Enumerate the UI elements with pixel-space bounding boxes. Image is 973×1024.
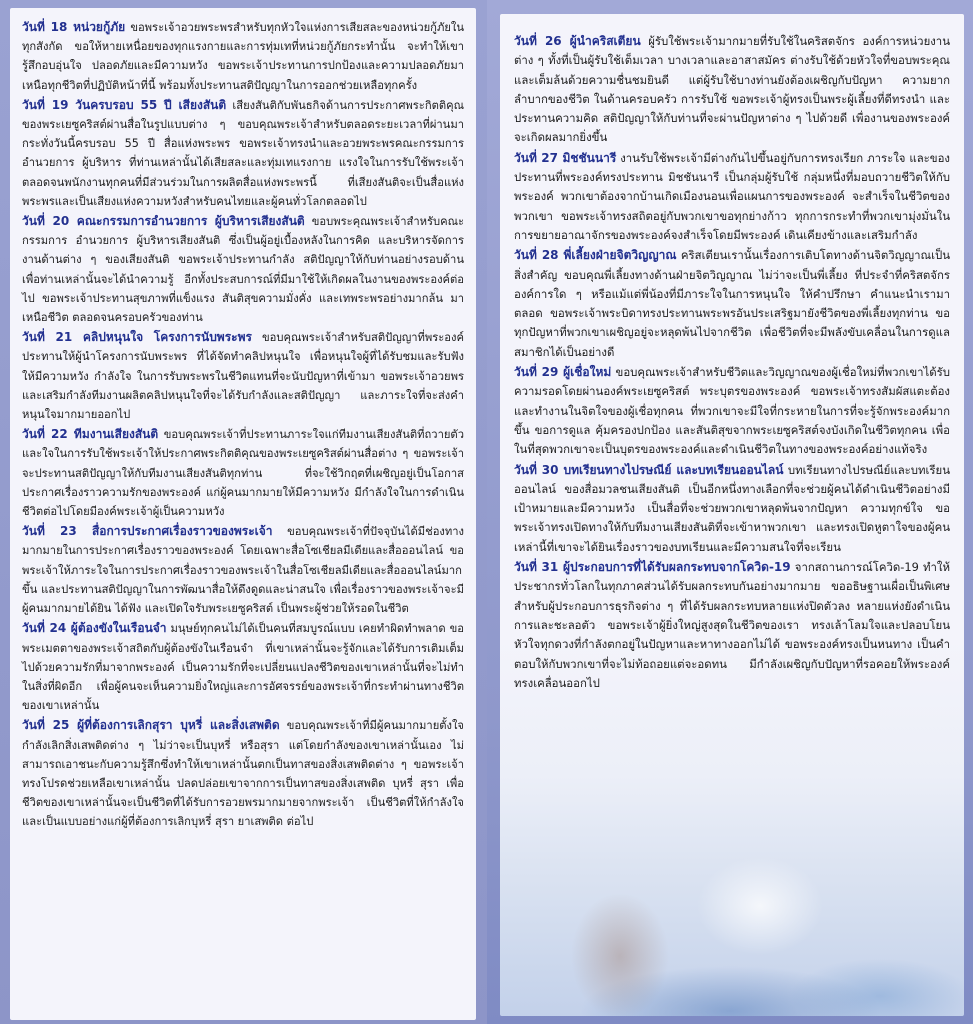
entry-day: วันที่ 25 <box>22 718 70 733</box>
entry-day: วันที่ 28 <box>514 248 559 263</box>
entry-day: วันที่ 23 <box>22 524 77 539</box>
right-prayer-panel <box>500 14 964 1016</box>
entry-day: วันที่ 30 <box>514 462 559 477</box>
entry-body: บทเรียนทางไปรษณีย์และบทเรียนออนไลน์ ของสื่อมวลชนเสียงสันติ เป็นอีกหนึ่งทางเลือกที่จะช่วยผู้คนได้ดำเนินชีวิตอย่างมีเป้าหมายและมีความหวัง เป็นสื่อที่จะช่วยพวกเขาหลุดพ้นจากปัญหา ความทุกข์ใจ ขอพระเจ้าทรงเปิดทางให้กับทีมงานเสียงสันติที่จะเข้าหาพวกเขา และทรงเปิดหูตาใจของผู้คนเหล่านี้ที่เขาจะได้ยินเรื่องราวของบทเรียนและมีความสนใจที่จะเรียน <box>514 462 950 554</box>
entry-heading <box>514 463 783 477</box>
entry-title: ผู้นำคริสเตียน <box>569 34 641 48</box>
entry-day: วันที่ 26 <box>514 34 562 48</box>
entry-heading <box>514 151 616 165</box>
prayer-entry-24 <box>22 619 464 715</box>
left-prayer-panel <box>10 8 476 1020</box>
entry-heading <box>22 621 167 635</box>
entry-title: ผู้เชื่อใหม่ <box>563 365 612 380</box>
entry-title: ผู้ต้องขังในเรือนจำ <box>70 621 167 636</box>
entry-heading <box>22 98 226 112</box>
entry-title: ผู้ประกอบการที่ได้รับผลกระทบจากโควิด-19 <box>562 560 791 575</box>
entry-title: บทเรียนทางไปรษณีย์ และบทเรียนออนไลน์ <box>563 462 784 477</box>
prayer-entry-27 <box>514 149 950 245</box>
background-photo <box>500 826 964 1016</box>
prayer-entry-29 <box>514 363 950 459</box>
entry-body: ขอบคุณพระเจ้าที่ประทานภาระใจแก่ทีมงานเสียงสันติที่ถวายตัวและใจในการรับใช้พระเจ้าให้ประกาศพระกิตติคุณของพระเยซูคริสต์ผ่านสื่อต่าง ๆ ขอพระเจ้าจะประทานสติปัญญาให้กับทีมงานเสียงสันติทุกท่าน ที่จะใช้วิกฤตที่เผชิญอยู่เป็นโอกาส ประกาศเรื่องราวความรักของพระองค์ แก่ผู้คนมากมายให้มีความหวัง มีกำลังใจในการดำเนินชีวิตต่อไปโดยมีองค์พระเจ้าผู้เป็นความหวัง <box>22 428 464 519</box>
entry-heading <box>22 214 305 228</box>
prayer-entry-19 <box>22 96 464 211</box>
entry-body: ขอบคุณพระเจ้าที่ปัจจุบันได้มีช่องทางมากมายในการประกาศเรื่องราวของพระองค์ โดยเฉพาะสื่อโซเชียลมีเดียและสื่อออนไลน์ ขอพระเจ้าให้ภาระใจในการประกาศเรื่องราวของพระเจ้าในสื่อโซเชียลมีเดียและสื่อออนไลน์มากขึ้น และประทานสติปัญญาในการพัฒนาสื่อให้ดึงดูดและน่าสนใจ เพื่อเรื่องราวของพระเจ้าจะมีผู้คนมากมายได้ยิน ได้ฟัง และเปิดใจรับพระเยซูคริสต์ เป็นพระผู้ช่วยให้รอดในชีวิต <box>22 525 465 616</box>
entry-body: ขอบคุณพระเจ้าสำหรับสติปัญญาที่พระองค์ประทานให้ผู้นำโครงการนับพระพร ที่ได้จัดทำคลิปหนุนใจ เพื่อหนุนใจผู้ที่ได้รับชมและรับฟัง ให้มีความหวัง กำลังใจ ในการรับพระพรในชีวิตแทนที่จะนับปัญหาที่เข้ามา ขอพระเจ้าอวยพรและเสริมกำลังทีมงานผลิตคลิปหนุนใจที่จะได้รับกำลังและสติปัญญา และภาระใจที่จะส่งคำหนุนใจมากมายออกไป <box>22 331 464 422</box>
entry-heading <box>22 330 252 344</box>
prayer-entry-25 <box>22 716 464 831</box>
entry-title: มิชชันนารี <box>562 150 617 165</box>
entry-body: ผู้รับใช้พระเจ้ามากมายที่รับใช้ในคริสตจักร องค์การหน่วยงานต่าง ๆ ทั้งที่เป็นผู้รับใช้เต็มเวลา บางเวลาและอาสาสมัคร ต่างรับใช้ด้วยหัวใจที่ขอบพระคุณและเต็มล้นด้วยความชื่นชมยินดี แต่ผู้รับใช้บางท่านยังต้องเผชิญกับปัญหา ความยากลำบากของชีวิต ในด้านครอบครัว การรับใช้ ขอพระเจ้าผู้ทรงเป็นพระผู้เลี้ยงที่ดีทรงนำ และประทานความคิด สติปัญญาให้กับท่านที่จะผ่านปัญหาต่าง ๆ ไปด้วยดี เพื่องานของพระองค์จะเกิดผลมากยิ่งขึ้น <box>514 34 950 145</box>
prayer-entry-20 <box>22 212 464 327</box>
entry-body: มนุษย์ทุกคนไม่ได้เป็นคนที่สมบูรณ์แบบ เคยทำผิดทำพลาด ขอพระเมตตาของพระเจ้าสถิตกับผู้ต้องขังในเรือนจำ ที่เขาเหล่านั้นจะรู้จักและได้รับการเติมเต็มไปด้วยความรักที่มาจากพระองค์ เป็นความรักที่จะเปลี่ยนแปลงชีวิตของเขาเหล่านั้นที่จะไม่ทำในสิ่งที่ผิดอีก เพื่อผู้คนจะเห็นความยิ่งใหญ่และการอัศจรรย์ของพระเจ้าที่กระทำผ่านทางชีวิตของเขาเหล่านั้น <box>22 622 464 713</box>
entry-heading <box>22 427 158 441</box>
prayer-entry-22 <box>22 425 464 521</box>
entry-body: ขอพระเจ้าอวยพระพรสำหรับทุกหัวใจแห่งการเสียสละของหน่วยกู้ภัยในทุกสังกัด ขอให้หายเหนื่อยของทุกแรงกายและการทุ่มเทที่หน่วยกู้ภัยกระทำนั้น จะทำให้เขารู้สึกอบอุ่นใจ ปลอดภัยและมีความหวัง ขอพระเจ้าประทานการปกป้องและความปลอดภัยมาเหนือทุกชีวิตที่ปฏิบัติหน้าที่นี้ พร้อมทั้งประทานสติปัญญาในการออกช่วยเหลือทุกครั้ง <box>22 21 464 92</box>
entry-heading <box>514 248 676 262</box>
entry-body: เสียงสันติกับพันธกิจด้านการประกาศพระกิตติคุณของพระเยซูคริสต์ผ่านสื่อในรูปแบบต่าง ๆ ขอบคุณพระเจ้าสำหรับตลอดระยะเวลาที่ผ่านมา กระทั่งวันนี้ครบรอบ 55 ปี สื่อแห่งพระพร ขอพระเจ้าทรงนำและอวยพระพรคณะกรรมการอำนวยการ ผู้บริหาร ที่ท่านเหล่านั้นได้เสียสละและทุ่มเทแรงกาย แรงใจในการรับใช้พระเจ้า ตลอดจนพนักงานทุกคนที่มีส่วนร่วมในการผลิตสื่อแห่งพระพรนี้ ที่เสียงสันติจะเป็นสื่อแห่งพระพรและเป็นเสียงแห่งความหวังสำหรับคนไทยและผู้คนทั่วโลกตลอดไป <box>22 98 464 208</box>
entry-heading <box>514 34 641 48</box>
entry-day: วันที่ 29 <box>514 365 559 380</box>
prayer-entry-21 <box>22 328 464 424</box>
entry-body: ขอบคุณพระเจ้าที่มีผู้คนมากมายตั้งใจกำลังเลิกสิ่งเสพติดต่าง ๆ ไม่ว่าจะเป็นบุหรี่ หรือสุรา แต่โดยกำลังของเขาเหล่านั้นเอง ไม่สามารถเอาชนะกับความรู้สึกซึ่งทำให้เขาเหล่านั้นตกเป็นทาสของสิ่งเสพติดต่าง ๆ ขอพระเจ้าทรงโปรดช่วยเหลือเขาเหล่านั้น ปลดปล่อยเขาจากการเป็นทาสของสิ่งเสพติด บุหรี่ สุรา เพื่อชีวิตของเขาเหล่านั้นจะเป็นชีวิตที่ได้รับการอวยพรมากมายจากพระเจ้า เป็นชีวิตที่ให้กำลังใจและเป็นแบบอย่างแก่ผู้ที่ต้องการเลิกบุหรี่ สุรา ยาเสพติด ต่อไป <box>22 719 464 829</box>
entry-title: สื่อการประกาศเรื่องราวของพระเจ้า <box>91 524 273 539</box>
entry-title: วันครบรอบ 55 ปี เสียงสันติ <box>75 97 227 112</box>
entry-day: วันที่ 18 <box>22 20 68 34</box>
entry-body: ขอบคุณพระเจ้าสำหรับชีวิตและวิญญาณของผู้เชื่อใหม่ที่พวกเขาได้รับความรอดโดยผ่านองค์พระเยซูคริสต์ พระบุตรของพระองค์ ขอพระเจ้าทรงสัมผัสแตะต้องและทำงานในจิตใจของผู้เชื่อทุกคน ที่พวกเขาจะมีใจที่กระหายในการที่จะรู้จักพระองค์มากขึ้น ขอการดูแล คุ้มครองปกป้อง และสันติสุขจากพระเยซูคริสต์จงบังเกิดในชีวิตทุกคน เพื่อในที่สุดพวกเขาจะเป็นบุตรของพระองค์และดำเนินชีวิตในทางของพระองค์อย่างแท้จริง <box>514 365 951 457</box>
entry-body: งานรับใช้พระเจ้ามีต่างกันไปขึ้นอยู่กับการทรงเรียก ภาระใจ และของประทานที่พระองค์ทรงประทาน มิชชันนารี เป็นกลุ่มผู้รับใช้ กลุ่มหนึ่งที่มอบถวายชีวิตให้กับพระองค์ พวกเขาต้องจากบ้านเกิดเมืองนอนเพื่อแผนการของพระองค์ จะสำเร็จในชีวิตของพวกเขา ขอพระเจ้าทรงสถิตอยู่กับพวกเขาขอทุกย่างก้าว ทุกการกระทำที่พวกเขามุ่งมั่นในการขยายอาณาจักรของพระองค์จงสำเร็จโดยมีพระองค์ เดินเคียงข้างและเสริมกำลัง <box>514 150 950 242</box>
prayer-entry-26 <box>514 32 950 148</box>
entry-title: ผู้ที่ต้องการเลิกสุรา บุหรี่ และสิ่งเสพติด <box>77 718 280 733</box>
entry-day: วันที่ 24 <box>22 621 67 636</box>
prayer-entry-30 <box>514 461 950 557</box>
entry-title: คลิปหนุนใจ โครงการนับพระพร <box>82 330 252 345</box>
entry-title: คณะกรรมการอำนวยการ ผู้บริหารเสียงสันติ <box>76 214 305 229</box>
entry-heading <box>514 560 791 574</box>
entry-day: วันที่ 19 <box>22 97 69 112</box>
prayer-entry-23 <box>22 522 464 618</box>
entry-title: ทีมงานเสียงสันติ <box>73 427 159 442</box>
entry-day: วันที่ 21 <box>22 330 73 345</box>
entry-heading <box>22 524 273 538</box>
prayer-entry-18 <box>22 18 464 95</box>
entry-body: ขอบพระคุณพระเจ้าสำหรับคณะกรรมการ อำนวยการ ผู้บริหารเสียงสันติ ซึ่งเป็นผู้อยู่เบื้องหลังในการคิด และบริหารจัดการงานด้านต่าง ๆ ของเสียงสันติ ขอพระเจ้าประทานกำลัง สติปัญญาให้กับท่านอย่างรอบด้าน เพื่อท่านเหล่านั้นจะได้นำความรู้ อีกทั้งประสบการณ์ที่มีมาใช้ให้เกิดผลในงานของพระองค์ต่อไป ขอพระเจ้าประทานสุขภาพที่แข็งแรง สันติสุขความมั่งคั่ง และเทพระพรอย่างมากล้น มาเหนือชีวิต ตลอดจนครอบครัวของท่าน <box>22 215 464 325</box>
prayer-entry-28 <box>514 246 950 362</box>
entry-heading <box>22 20 125 34</box>
entry-day: วันที่ 22 <box>22 427 68 442</box>
entry-body: จากสถานการณ์โควิด-19 ทำให้ประชากรทั่วโลกในทุกภาคส่วนได้รับผลกระทบกันอย่างมากมาย ขออธิษฐานเผื่อเป็นพิเศษสำหรับผู้ประกอบการธุรกิจต่าง ๆ ที่ได้รับผลกระทบหลายแห่งปิดตัวลง หลายแห่งยังดำเนินการและชะลอตัว ขอพระเจ้าผู้ยิ่งใหญ่สูงสุดในชีวิตของเรา ทรงเล้าโลมใจและปลอบโยนหัวใจทุกดวงที่กำลังตกอยู่ในปัญหาและหาทางออกไม่ได้ ขอพระองค์ทรงเป็นหนทาง เป็นคำตอบให้กับพวกเขาที่จะไม่ท้อถอยแต่จะอดทน มีกำลังเผชิญกับปัญหาที่รอคอยให้พระองค์ทรงเคลื่อนออกไป <box>514 560 950 690</box>
entry-title: หน่วยกู้ภัย <box>73 20 126 34</box>
entry-title: พี่เลี้ยงฝ่ายจิตวิญญาณ <box>563 248 677 263</box>
entry-heading <box>22 718 280 732</box>
entry-body: คริสเตียนเรานั้นเรื่องการเติบโตทางด้านจิตวิญญาณเป็นสิ่งสำคัญ ขอบคุณพี่เลี้ยงทางด้านฝ่ายจิตวิญญาณ ไม่ว่าจะเป็นพี่เลี้ยง ที่ประจำที่คริสตจักร องค์การใด ๆ หรือแม้แต่พี่น้องที่มีภาระใจในการหนุนใจ ให้คำปรึกษา คำแนะนำเรามาตลอด ขอพระเจ้าพระบิดาทรงประทานพระพรอันประเสริฐมายังชีวิตของพี่เลี้ยงทุกท่าน ขอทุกปัญหาที่พวกเขาเผชิญอยู่จะหลุดพ้นไปจากชีวิต เพื่อชีวิตที่จะมีพลังขับเคลื่อนในการดูแลสมาชิกได้เป็นอย่างดี <box>514 248 950 359</box>
entry-day: วันที่ 20 <box>22 214 70 229</box>
entry-heading <box>514 365 611 379</box>
entry-day: วันที่ 27 <box>514 150 559 165</box>
entry-day: วันที่ 31 <box>514 560 559 575</box>
prayer-entry-31 <box>514 558 950 693</box>
